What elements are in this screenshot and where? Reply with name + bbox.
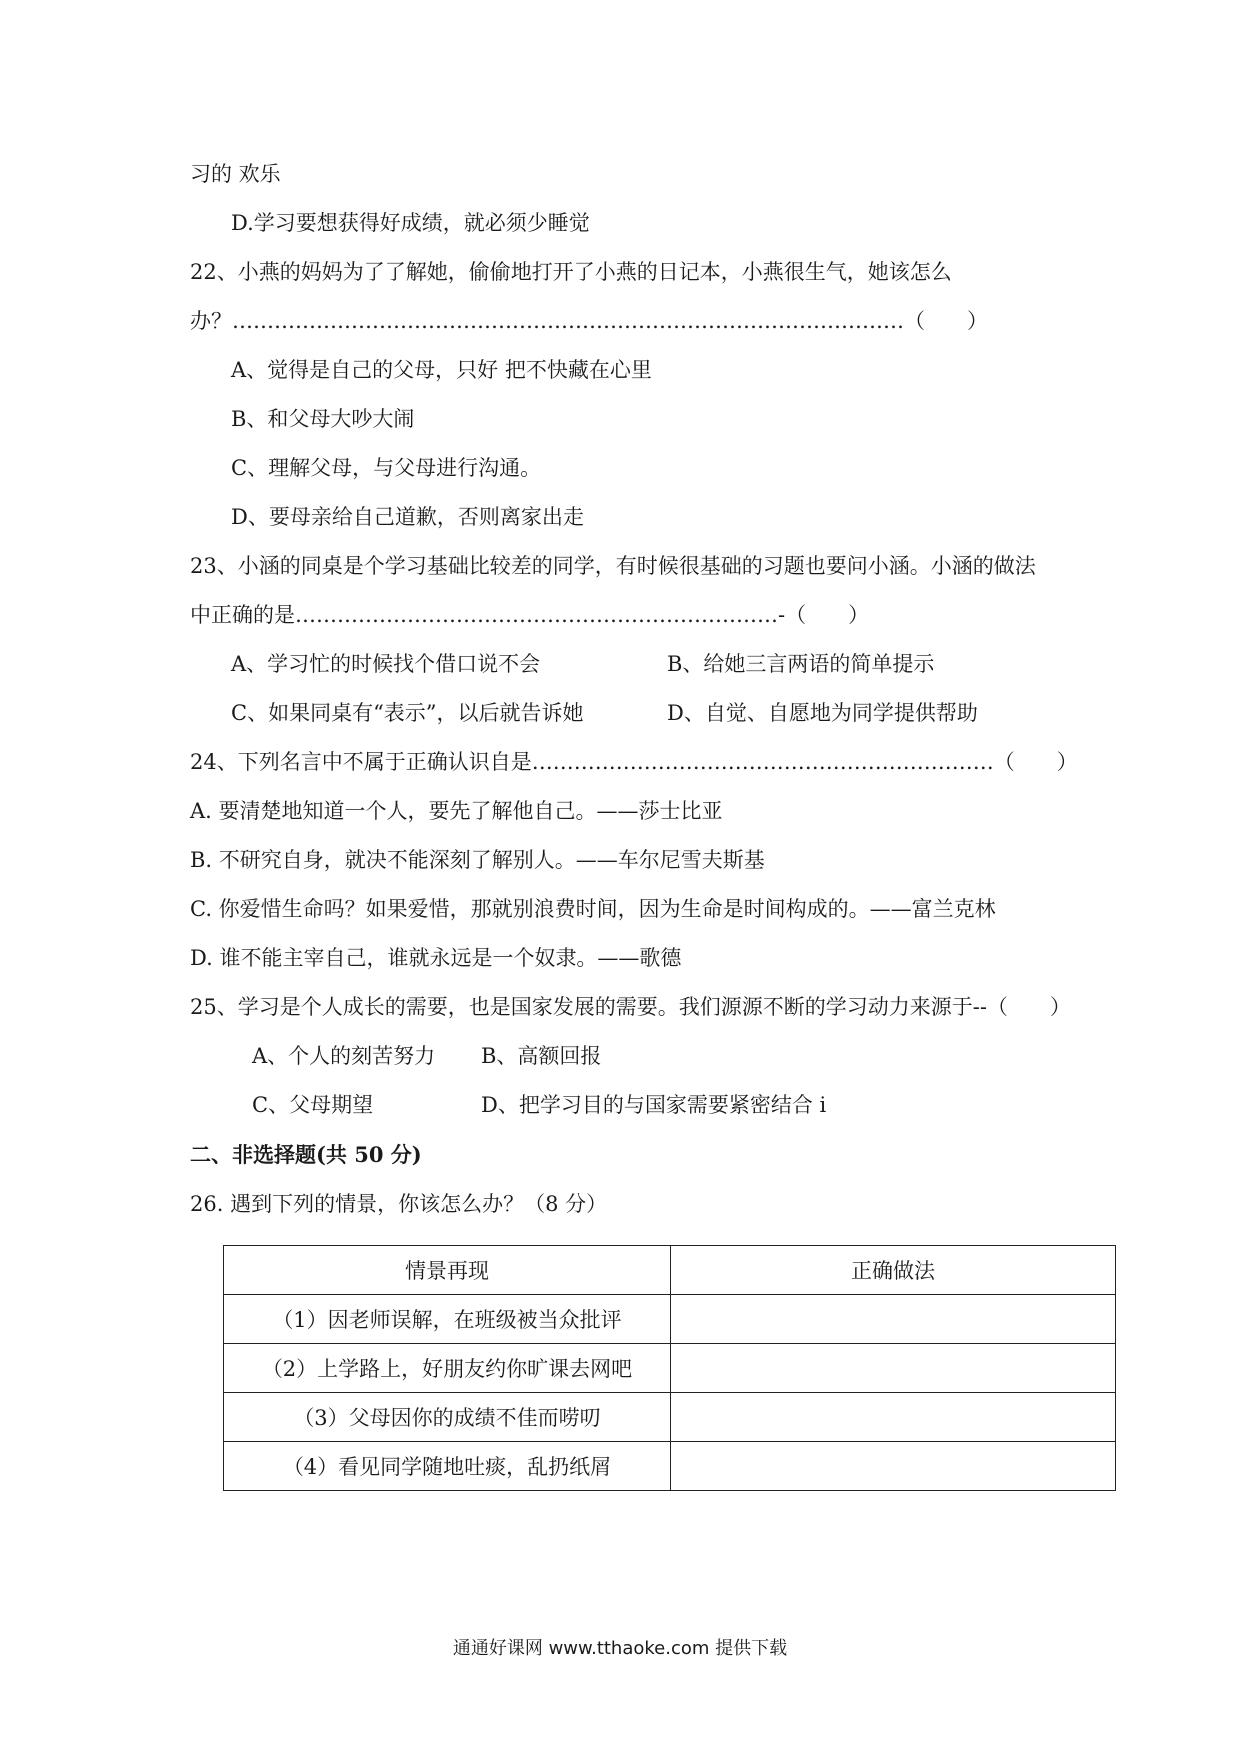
question-22-option-a: A、觉得是自己的父母，只好 把不快藏在心里 xyxy=(231,358,652,382)
question-22-stem-2: 办？……………………………………………………………………………………（ ） xyxy=(190,309,988,333)
question-22-stem-1: 22、小燕的妈妈为了了解她，偷偷地打开了小燕的日记本，小燕很生气，她该怎么 xyxy=(190,260,952,284)
line-l0: 习的 欢乐 xyxy=(190,162,281,186)
table-header-row xyxy=(224,1246,1116,1295)
section-2-heading: 二、非选择题(共 50 分) xyxy=(190,1142,422,1167)
table-cell-answer[interactable] xyxy=(671,1442,1116,1491)
question-24-option-d: D. 谁不能主宰自己，谁就永远是一个奴隶。——歌德 xyxy=(190,946,682,970)
table-cell-scene: （1）因老师误解，在班级被当众批评 xyxy=(224,1295,671,1344)
question-24-option-a: A. 要清楚地知道一个人，要先了解他自己。——莎士比亚 xyxy=(190,799,723,823)
line-l1: D.学习要想获得好成绩，就必须少睡觉 xyxy=(231,211,590,235)
question-23-stem-1: 23、小涵的同桌是个学习基础比较差的同学，有时候很基础的习题也要问小涵。小涵的做法 xyxy=(190,554,1036,578)
question-25-option-d: D、把学习目的与国家需要紧密结合 i xyxy=(481,1093,827,1117)
table-row xyxy=(224,1344,1116,1393)
question-23-stem-2: 中正确的是……………………………………………………………-（ ） xyxy=(190,603,870,627)
question-22-option-c: C、理解父母，与父母进行沟通。 xyxy=(231,456,542,480)
question-23-option-b: B、给她三言两语的简单提示 xyxy=(667,652,935,676)
question-24-option-b: B. 不研究自身，就决不能深刻了解别人。——车尔尼雪夫斯基 xyxy=(190,848,765,872)
table-cell-scene: （3）父母因你的成绩不佳而唠叨 xyxy=(224,1393,671,1442)
question-22-option-d: D、要母亲给自己道歉，否则离家出走 xyxy=(231,505,584,529)
scenario-table xyxy=(223,1245,1116,1491)
question-26-stem: 26. 遇到下列的情景，你该怎么办？（8 分） xyxy=(190,1192,608,1216)
question-23-option-c: C、如果同桌有“表示”，以后就告诉她 xyxy=(231,701,584,725)
question-25-option-a: A、个人的刻苦努力 xyxy=(252,1044,436,1068)
question-23-option-d: D、自觉、自愿地为同学提供帮助 xyxy=(667,701,978,725)
table-cell-scene: （2）上学路上，好朋友约你旷课去网吧 xyxy=(224,1344,671,1393)
table-cell-answer[interactable] xyxy=(671,1344,1116,1393)
question-22-option-b: B、和父母大吵大闹 xyxy=(231,407,415,431)
table-cell-answer[interactable] xyxy=(671,1295,1116,1344)
table-row xyxy=(224,1295,1116,1344)
question-24-stem: 24、下列名言中不属于正确认识自是…………………………………………………………（ ） xyxy=(190,750,1078,774)
question-24-option-c: C. 你爱惜生命吗？如果爱惜，那就别浪费时间，因为生命是时间构成的。——富兰克林 xyxy=(190,897,996,921)
table-row xyxy=(224,1393,1116,1442)
question-23-option-a: A、学习忙的时候找个借口说不会 xyxy=(231,652,541,676)
question-25-stem: 25、学习是个人成长的需要，也是国家发展的需要。我们源源不断的学习动力来源于--（ ） xyxy=(190,995,1071,1019)
table-cell-scene: （4）看见同学随地吐痰，乱扔纸屑 xyxy=(224,1442,671,1491)
table-header-answer: 正确做法 xyxy=(671,1246,1116,1295)
question-25-option-c: C、父母期望 xyxy=(252,1093,374,1117)
table-header-scene: 情景再现 xyxy=(224,1246,671,1295)
page-footer: 通通好课网 www.tthaoke.com 提供下载 xyxy=(452,1638,788,1659)
question-25-option-b: B、高额回报 xyxy=(481,1044,602,1068)
table-row xyxy=(224,1442,1116,1491)
table-cell-answer[interactable] xyxy=(671,1393,1116,1442)
